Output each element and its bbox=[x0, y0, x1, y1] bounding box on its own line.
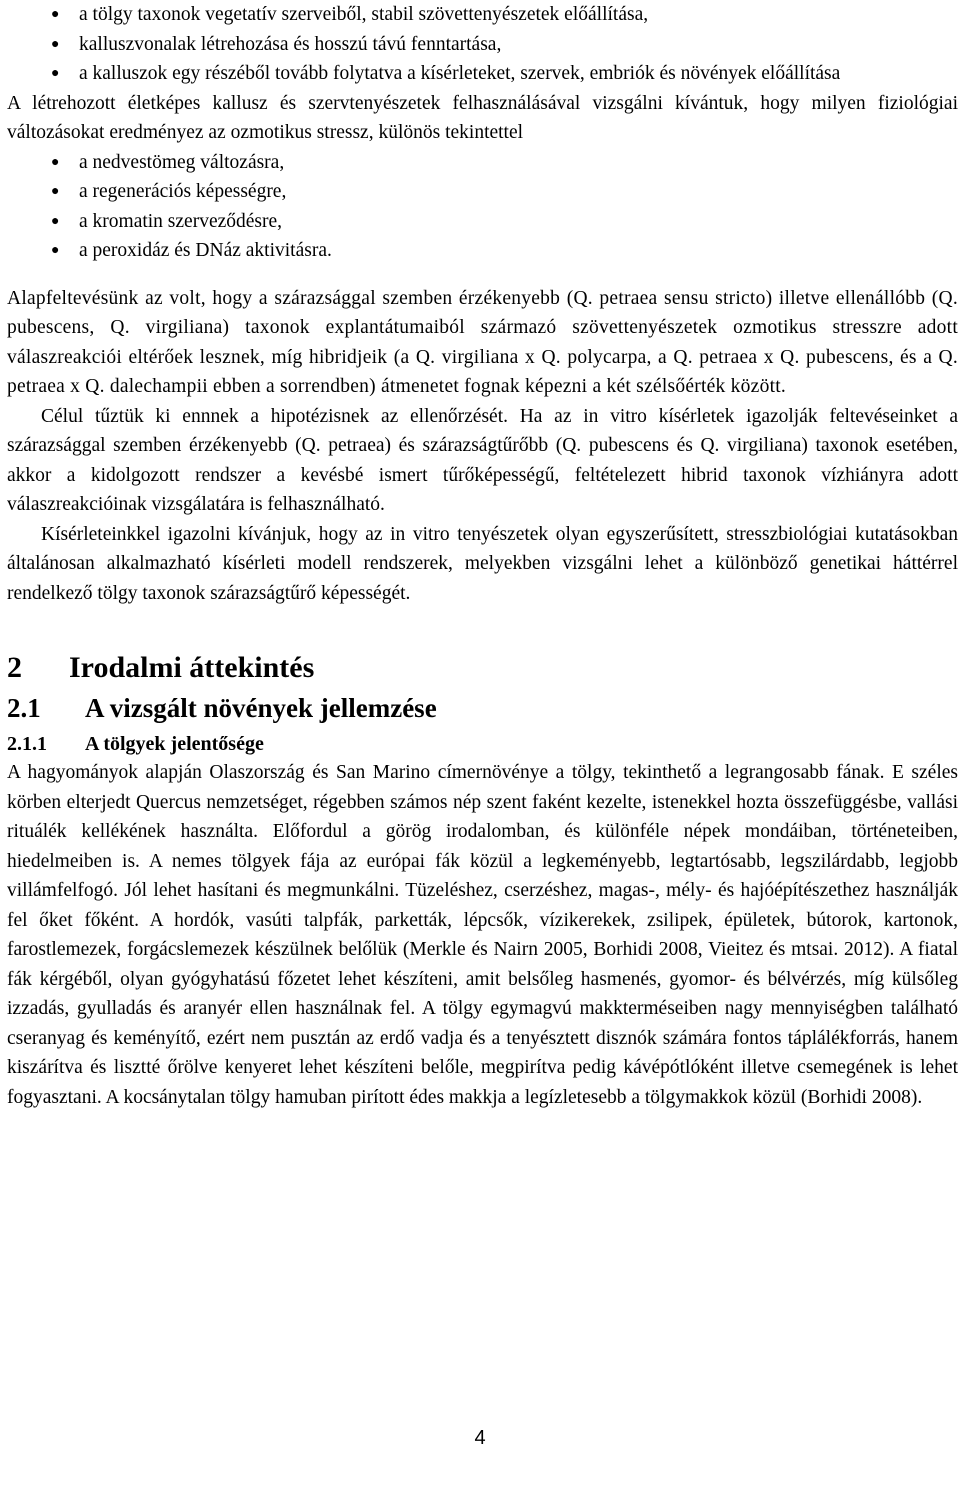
hypothesis-paragraph: Alapfeltevésünk az volt, hogy a szárazsággal szemben érzékenyebb (Q. petraea sensu stricto) illetve ellenállóbb (Q. pubescens, Q. virgiliana) taxonok explantátumaiból származó szövettenyészetek ozmotikus stresszre adott válaszreakciói eltérőek lesznek, míg hibridjeik (a Q. virgiliana x Q. polycarpa, a Q. petraea x Q. pubescens, és a Q. petraea x Q. dalechampii ebben a sorrendben) átmenetet fognak képezni a két szélsőérték között. bbox=[7, 287, 958, 397]
heading-title: Irodalmi áttekintés bbox=[69, 651, 315, 684]
heading-level-2 bbox=[7, 690, 958, 726]
bullet-icon: ● bbox=[51, 243, 60, 258]
heading-level-1 bbox=[7, 648, 958, 688]
bullet-icon: ● bbox=[51, 213, 60, 229]
list-item bbox=[7, 30, 958, 60]
bullet-icon: ● bbox=[51, 66, 60, 81]
bullet-icon: ● bbox=[51, 36, 60, 52]
bullet-icon: ● bbox=[51, 184, 60, 199]
list-item bbox=[7, 207, 958, 237]
intro-paragraph: A létrehozott életképes kallusz és szervtenyészetek felhasználásával vizsgálni kívántuk, hogy milyen fiziológiai változásokat eredményez az ozmotikus stressz, különös tekintettel bbox=[7, 92, 958, 143]
goal-paragraph: Célul tűztük ki ennnek a hipotézisnek az ellenőrzését. Ha az in vitro kísérletek igazolják feltevéseinket a szárazsággal szemben érzékenyebb (Q. petraea) és szárazságtűrőbb (Q. pubescens és Q. virgiliana) taxonok esetében, akkor a kidolgozott rendszer a kevésbé ismert tűrőképességű, feltételezett hibrid taxonok vízhiányra adott válaszreakcióinak vizsgálatára is felhasználható. bbox=[7, 405, 958, 515]
heading-number: 2.1 bbox=[7, 693, 41, 723]
model-paragraph: Kísérleteinkkel igazolni kívánjuk, hogy az in vitro tenyészetek olyan egyszerűsített, stresszbiológiai kutatásokban általánosan alkalmazható kísérleti modell rendszerek, melyekben vizsgálni lehet a különböző genetikai háttérrel rendelkező tölgy taxonok szárazságtűrő képességét. bbox=[7, 523, 958, 604]
page-content bbox=[7, 0, 958, 1112]
bullet-icon: ● bbox=[51, 7, 60, 22]
page-number: 4 bbox=[474, 1427, 486, 1449]
bullet-icon: ● bbox=[51, 154, 60, 170]
heading-level-3 bbox=[7, 730, 958, 758]
list-item-text: a peroxidáz és DNáz aktivitásra. bbox=[79, 240, 332, 261]
list-item bbox=[7, 148, 958, 178]
section-paragraph: A hagyományok alapján Olaszország és San Marino címernövénye a tölgy, tekinthető a legrangosabb fának. E széles körben elterjedt Quercus nemzetséget, régebben számos nép szent faként kezelte, istenekkel hozta összefüggésbe, vallási rituálék kellékének használta. Előfordul a görög irodalomban, és különféle népek mondáiban, történeteiben, hiedelmeiben is. A nemes tölgyek fája az európai fák közül a legkeményebb, legtartósabb, legszilárdabb, legjobb villámfelfogó. Jól lehet hasítani és megmunkálni. Tüzeléshez, cserzéshez, magas-, mély- és hajóépítészethez használják fel őket főként. A hordók, vasúti talpfák, parketták, lépcsők, vízikerekek, zsilipek, épületek, bútorok, kartonok, farostlemezek, forgácslemezek készülnek belőlük (Merkle és Nairn 2005, Borhidi 2008, Vieitez és mtsai. 2012). A fiatal fák kérgéből, olyan gyógyhatású főzetet lehet készíteni, amit belsőleg hasmenés, gyomor- és bélvérzés, míg külsőleg izzadás, gyulladás és aranyér ellen használnak fel. A tölgy egymagvú makkterméseiben nagy mennyiségben található cseranyag és keményítő, ezért nem pusztán az erdő vadja és a tenyésztett disznók számára fontos táplálékforrás, hanem kiszárítva és lisztté őrölve kenyeret lehet készíteni belőle, megpirítva pedig kávépótlóként illetve csemegének is lehet fogyasztani. A kocsánytalan tölgy hamuban pirított édes makkja a legízletesebb a tölgymakkok közül (Borhidi 2008). bbox=[7, 762, 958, 1108]
effects-list bbox=[7, 148, 958, 266]
heading-title: A tölgyek jelentősége bbox=[85, 733, 264, 755]
list-item-text: a tölgy taxonok vegetatív szerveiből, stabil szövettenyészetek előállítása, bbox=[79, 4, 649, 25]
list-item bbox=[7, 177, 958, 207]
list-item-text: a regenerációs képességre, bbox=[79, 181, 287, 202]
list-item bbox=[7, 236, 958, 266]
objectives-list bbox=[7, 0, 958, 89]
heading-number: 2.1.1 bbox=[7, 733, 47, 755]
list-item-text: kalluszvonalak létrehozása és hosszú távú fenntartása, bbox=[79, 33, 502, 55]
heading-title: A vizsgált növények jellemzése bbox=[85, 693, 437, 723]
heading-number: 2 bbox=[7, 651, 22, 684]
list-item-text: a kromatin szerveződésre, bbox=[79, 210, 283, 232]
list-item-text: a nedvestömeg változásra, bbox=[79, 151, 285, 173]
paragraph-gap bbox=[7, 266, 958, 284]
list-item bbox=[7, 59, 958, 89]
list-item-text: a kalluszok egy részéből tovább folytatva a kísérleteket, szervek, embriók és növények előállítása bbox=[79, 63, 841, 84]
list-item bbox=[7, 0, 958, 30]
